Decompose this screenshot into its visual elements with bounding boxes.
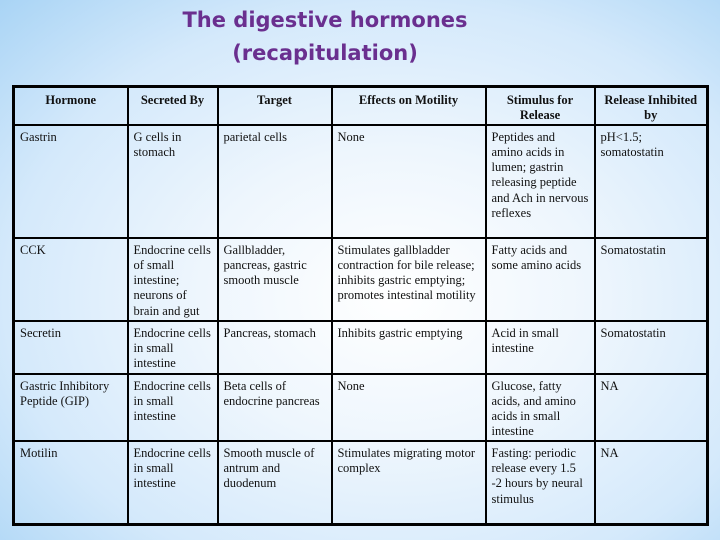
cell-secreted-by: Endocrine cells in small intestine	[128, 374, 218, 441]
slide-title-line-1: The digestive hormones	[182, 8, 468, 32]
cell-effects-on-motility: Stimulates gallbladder contraction for bile release; inhibits gastric emptying; promotes intestinal motility	[332, 238, 486, 321]
cell-effects-on-motility: Stimulates migrating motor complex	[332, 441, 486, 525]
table-row-cck	[14, 238, 708, 321]
cell-stimulus-for-release: Fasting: periodic release every 1.5 -2 hours by neural stimulus	[486, 441, 595, 525]
cell-release-inhibited-by: pH<1.5; somatostatin	[595, 125, 708, 238]
cell-hormone: Gastric Inhibitory Peptide (GIP)	[14, 374, 128, 441]
header-release-inhibited-by: Release Inhibited by	[595, 87, 708, 125]
cell-hormone: Secretin	[14, 321, 128, 374]
header-row	[14, 87, 708, 125]
cell-secreted-by: Endocrine cells in small intestine	[128, 441, 218, 525]
cell-stimulus-for-release: Glucose, fatty acids, and amino acids in small intestine	[486, 374, 595, 441]
cell-stimulus-for-release: Acid in small intestine	[486, 321, 595, 374]
cell-target: Pancreas, stomach	[218, 321, 332, 374]
cell-stimulus-for-release: Fatty acids and some amino acids	[486, 238, 595, 321]
slide-title-line-2: (recapitulation)	[232, 41, 418, 65]
cell-release-inhibited-by: Somatostatin	[595, 321, 708, 374]
cell-stimulus-for-release: Peptides and amino acids in lumen; gastrin releasing peptide and Ach in nervous reflexes	[486, 125, 595, 238]
cell-target: Gallbladder, pancreas, gastric smooth muscle	[218, 238, 332, 321]
cell-effects-on-motility: None	[332, 374, 486, 441]
cell-secreted-by: Endocrine cells in small intestine	[128, 321, 218, 374]
cell-hormone: Motilin	[14, 441, 128, 525]
table-row-gip	[14, 374, 708, 441]
cell-secreted-by: G cells in stomach	[128, 125, 218, 238]
header-effects-on-motility: Effects on Motility	[332, 87, 486, 125]
cell-target: Beta cells of endocrine pancreas	[218, 374, 332, 441]
cell-effects-on-motility: Inhibits gastric emptying	[332, 321, 486, 374]
cell-secreted-by: Endocrine cells of small intestine; neurons of brain and gut	[128, 238, 218, 321]
table-row-motilin	[14, 441, 708, 525]
cell-release-inhibited-by: NA	[595, 374, 708, 441]
table-row-gastrin	[14, 125, 708, 238]
header-stimulus-for-release: Stimulus for Release	[486, 87, 595, 125]
cell-hormone: Gastrin	[14, 125, 128, 238]
cell-hormone: CCK	[14, 238, 128, 321]
slide-title	[0, 4, 650, 70]
cell-target: parietal cells	[218, 125, 332, 238]
cell-effects-on-motility: None	[332, 125, 486, 238]
table-row-secretin	[14, 321, 708, 374]
header-target: Target	[218, 87, 332, 125]
cell-release-inhibited-by: Somatostatin	[595, 238, 708, 321]
header-secreted-by: Secreted By	[128, 87, 218, 125]
cell-release-inhibited-by: NA	[595, 441, 708, 525]
cell-target: Smooth muscle of antrum and duodenum	[218, 441, 332, 525]
header-hormone: Hormone	[14, 87, 128, 125]
hormones-table	[12, 85, 709, 526]
